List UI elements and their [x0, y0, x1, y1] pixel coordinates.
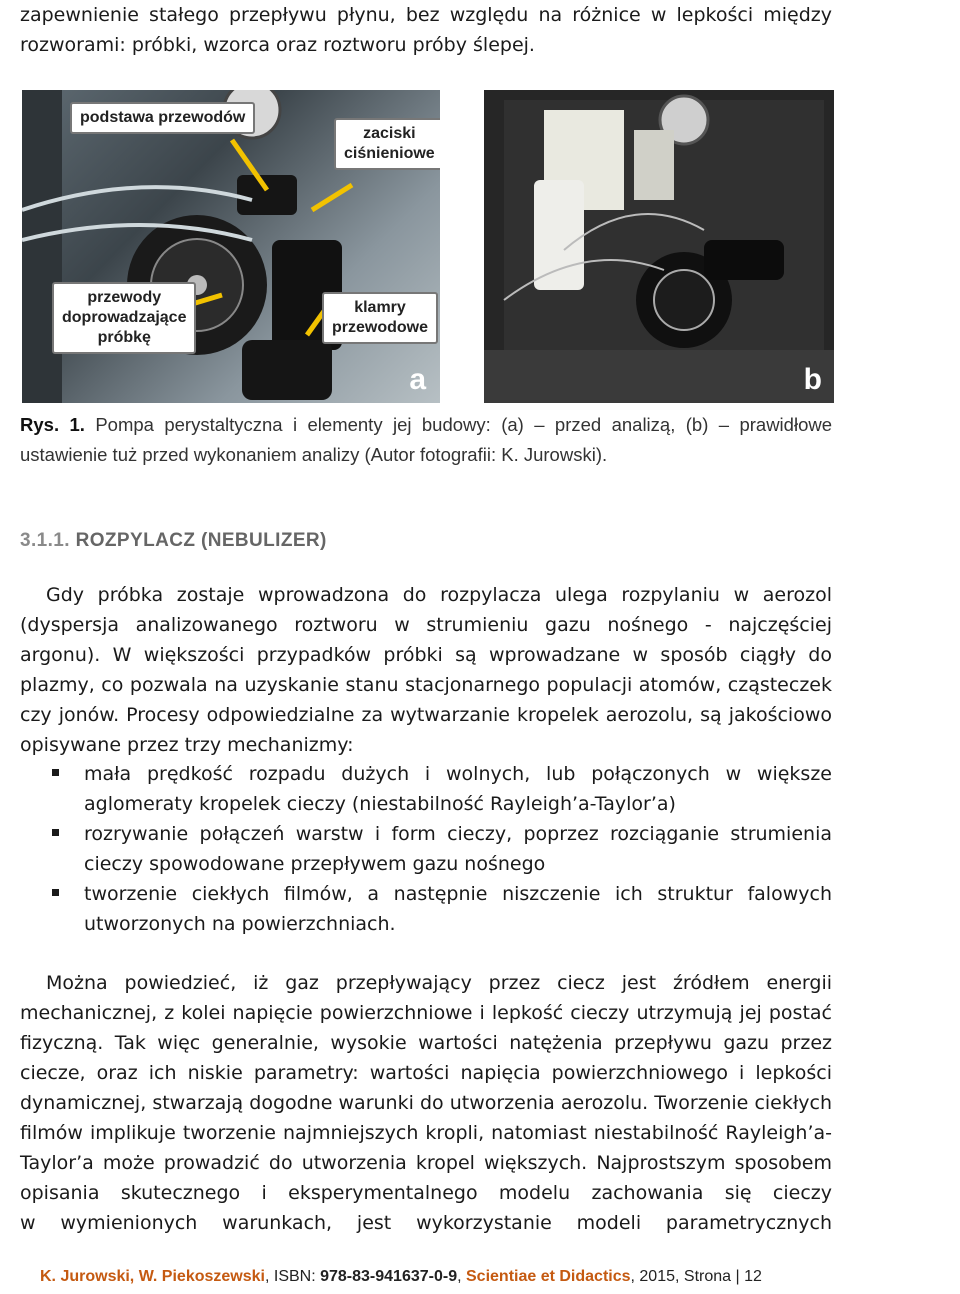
bullet-marker-1 — [52, 769, 59, 776]
intro-line-2: rozworami: próbki, wzorca oraz roztworu próby ślepej. — [20, 34, 535, 56]
intro-line-1: zapewnienie stałego przepływu płynu, bez względu na różnice w lepkości między — [20, 4, 832, 26]
footer-isbn: 978-83-941637-0-9 — [320, 1268, 458, 1285]
para1-line-4: plazmy, co pozwala na uzyskanie stanu stacjonarnego populacji atomów, cząsteczek — [20, 674, 832, 696]
label-tubes — [52, 282, 196, 354]
section-heading — [20, 530, 327, 552]
label-brackets — [322, 292, 438, 344]
para2-line-7: Taylor’a może prowadzić do utworzenia kropel większych. Najprostszym sposobem — [20, 1152, 832, 1174]
para1-line-2: (dyspersja analizowanego roztworu w strumieniu gazu nośnego - najczęściej — [20, 614, 832, 636]
para2-line-9: w wymienionych warunkach, jest wykorzystanie modeli parametrycznych — [20, 1212, 832, 1234]
para2-line-5: dynamicznej, stwarzają dogodne warunki do utworzenia aerozolu. Tworzenie ciekłych — [20, 1092, 832, 1114]
footer-publisher: Scientiae et Didactics — [466, 1268, 631, 1285]
label-clamps — [334, 118, 440, 170]
figure-caption-label: Rys. 1. — [20, 414, 85, 435]
footer-authors: K. Jurowski, W. Piekoszewski — [40, 1268, 265, 1285]
bullet-3-line-2: utworzonych na powierzchniach. — [84, 913, 396, 935]
figure-photo-a — [22, 90, 440, 403]
photo-a-letter: a — [409, 363, 426, 396]
bullet-marker-3 — [52, 889, 59, 896]
label-brackets-line-2: przewodowe — [332, 319, 429, 336]
photo-b-letter: b — [803, 363, 822, 396]
bullet-marker-2 — [52, 829, 59, 836]
footer-year-page: , 2015, Strona | 12 — [630, 1268, 762, 1285]
para1-line-6: opisywane przez trzy mechanizmy: — [20, 734, 354, 756]
para2-line-6: filmów implikuje tworzenie najmniejszych kropli, natomiast niestabilność Rayleigh’a- — [20, 1122, 832, 1144]
label-tubes-line-3: próbkę — [97, 329, 151, 346]
page-footer — [40, 1268, 762, 1286]
footer-sep: , — [457, 1268, 466, 1285]
para2-line-1: Można powiedzieć, iż gaz przepływający przez ciecz jest źródłem energii — [46, 972, 832, 994]
label-clamps-line-1: zaciski — [363, 125, 416, 142]
label-tubes-line-2: doprowadzające — [62, 309, 187, 326]
figure-caption-text-1: Pompa perystaltyczna i elementy jej budowy: (a) – przed analizą, (b) – prawidłowe — [95, 414, 833, 435]
figure-photo-b — [484, 90, 834, 403]
para1-line-3: argonu). W większości przypadków próbki są wprowadzane w sposób ciągły do — [20, 644, 832, 666]
bullet-2-line-1: rozrywanie połączeń warstw i form cieczy, poprzez rozciąganie strumienia — [84, 823, 832, 845]
section-title: ROZPYLACZ (NEBULIZER) — [75, 530, 327, 551]
para2-line-8: opisania skutecznego i eksperymentalnego modelu zachowania się cieczy — [20, 1182, 832, 1204]
pump-illustration-b — [484, 90, 834, 403]
label-clamps-line-2: ciśnieniowe — [344, 145, 435, 162]
figure-caption-line-1 — [20, 410, 832, 440]
bullet-2-line-2: cieczy spowodowane przepływem gazu nośnego — [84, 853, 546, 875]
para2-line-4: ciecze, oraz ich niskie parametry: wartości napięcia powierzchniowego i lepkości — [20, 1062, 832, 1084]
label-brackets-line-1: klamry — [354, 299, 406, 316]
figure-caption-line-2: ustawienie tuż przed wykonaniem analizy (Autor fotografii: K. Jurowski). — [20, 444, 608, 465]
section-number: 3.1.1. — [20, 530, 70, 551]
bullet-3-line-1: tworzenie ciekłych filmów, a następnie niszczenie ich struktur falowych — [84, 883, 832, 905]
para2-line-3: fizyczną. Tak więc generalnie, wysokie wartości natężenia przepływu gazu przez — [20, 1032, 832, 1054]
bullet-1-line-1: mała prędkość rozpadu dużych i wolnych, lub połączonych w większe — [84, 763, 832, 785]
para1-line-5: czy jonów. Procesy odpowiedzialne za wytwarzanie kropelek aerozolu, są jakościowo — [20, 704, 832, 726]
para2-line-2: mechanicznej, z kolei napięcie powierzchniowe i lepkość cieczy utrzymują jej postać — [20, 1002, 832, 1024]
footer-isbn-label: , ISBN: — [264, 1268, 321, 1285]
label-tubes-line-1: przewody — [87, 289, 162, 306]
para1-line-1: Gdy próbka zostaje wprowadzona do rozpylacza ulega rozpylaniu w aerozol — [46, 584, 832, 606]
bullet-1-line-2: aglomeraty kropelek cieczy (niestabilność Rayleigh’a-Taylor’a) — [84, 793, 676, 815]
label-base: podstawa przewodów — [70, 102, 255, 134]
